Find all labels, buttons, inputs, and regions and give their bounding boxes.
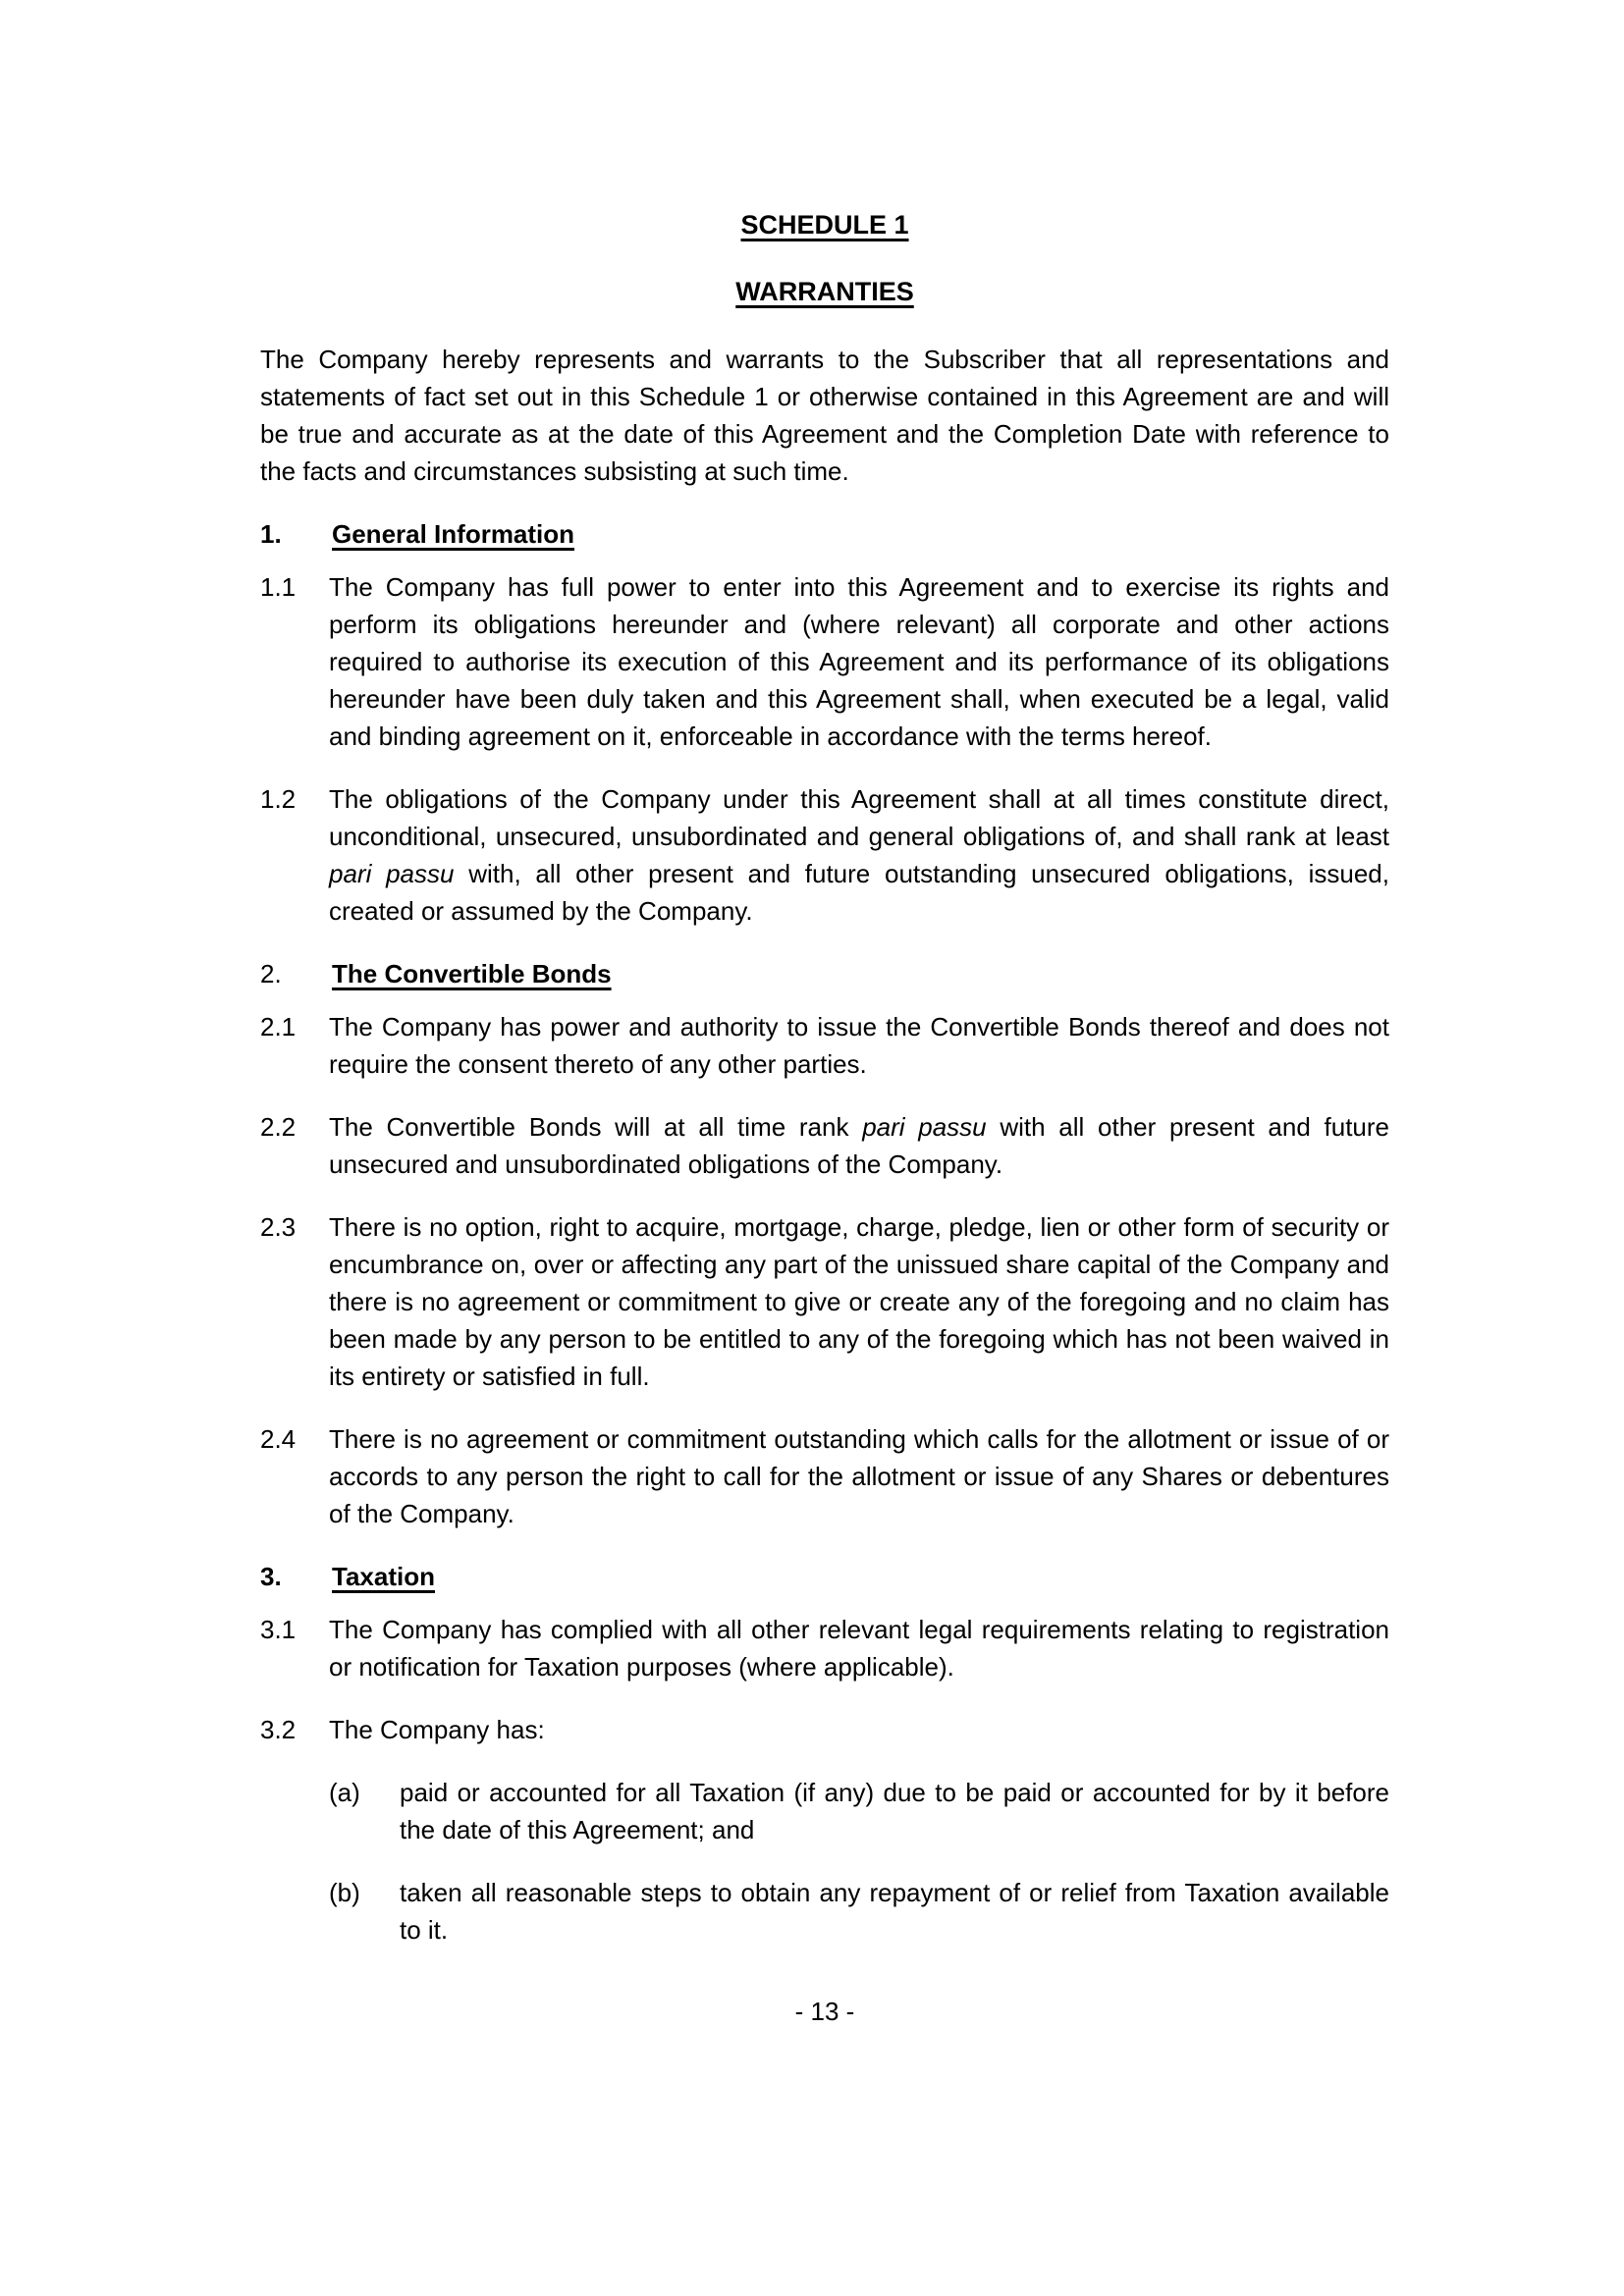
section-title: Taxation — [332, 1562, 435, 1591]
warranties-heading: WARRANTIES — [735, 277, 914, 306]
section-number: 2. — [260, 959, 282, 988]
clause-text — [329, 1208, 1389, 1395]
text-run: with all other present and future unsecured and unsubordinated obligations of the Company. — [329, 1112, 1389, 1179]
text-run: The Company has complied with all other relevant legal requirements relating to registration or notification for Taxation purposes (where applicable). — [329, 1615, 1389, 1682]
sections-container — [260, 515, 1389, 1949]
clause — [260, 1108, 1389, 1183]
clause-number: 3.2 — [260, 1715, 297, 1744]
section — [260, 515, 1389, 930]
text-run: The Company has full power to enter into this Agreement and to exercise its rights and perform its obligations hereunder and (where relevant) all corporate and other actions required to authorise its execution of this Agreement and its performance of its obligations hereunder have been duly taken and this Agreement shall, when executed be a legal, valid and binding agreement on it, enforceable in accordance with the terms hereof. — [329, 572, 1389, 751]
clause-number: 3.1 — [260, 1615, 297, 1644]
text-run: paid or accounted for all Taxation (if any) due to be paid or accounted for by it before the date of this Agreement; and — [400, 1778, 1389, 1844]
text-run: The obligations of the Company under this Agreement shall at all times constitute direct, unconditional, unsecured, unsubordinated and general obligations of, and shall rank at least — [329, 784, 1389, 851]
text-run: The Convertible Bonds will at all time rank — [329, 1112, 863, 1142]
text-run: taken all reasonable steps to obtain any repayment of or relief from Taxation available to it. — [400, 1878, 1389, 1945]
clause-number: 1.1 — [260, 572, 297, 602]
section — [260, 1558, 1389, 1949]
section-clauses — [260, 568, 1389, 930]
subclause-text — [400, 1774, 1389, 1848]
section — [260, 955, 1389, 1532]
clause-body — [329, 1008, 1389, 1083]
clause-body — [329, 1711, 1389, 1949]
section-clauses — [260, 1611, 1389, 1949]
clause-number: 2.4 — [260, 1424, 297, 1454]
intro-paragraph: The Company hereby represents and warrants to the Subscriber that all representations and statements of fact set out in this Schedule 1 or otherwise contained in this Agreement are and will be true and accurate as at the date of this Agreement and the Completion Date with reference to the facts and circumstances subsisting at such time. — [260, 345, 1389, 486]
section-heading — [260, 1558, 1389, 1595]
clause — [260, 780, 1389, 930]
clause — [260, 1611, 1389, 1685]
clause-number: 2.2 — [260, 1112, 297, 1142]
clause — [260, 1208, 1389, 1395]
clause-body — [329, 1108, 1389, 1183]
clause-text — [329, 780, 1389, 930]
clause-number: 2.1 — [260, 1012, 297, 1041]
text-run: The Company has power and authority to issue the Convertible Bonds thereof and does not require the consent thereto of any other parties. — [329, 1012, 1389, 1079]
clause-number: 1.2 — [260, 784, 297, 814]
section-clauses — [260, 1008, 1389, 1532]
clause-text — [329, 1611, 1389, 1685]
italic-text-run: pari passu — [329, 859, 455, 888]
clause-text — [329, 1420, 1389, 1532]
clause-text — [329, 1008, 1389, 1083]
section-title: The Convertible Bonds — [332, 959, 612, 988]
text-run: with, all other present and future outstanding unsecured obligations, issued, created or assumed by the Company. — [329, 859, 1389, 926]
subclause-marker: (b) — [329, 1878, 360, 1907]
subclause-marker: (a) — [329, 1778, 360, 1807]
clause — [260, 1008, 1389, 1083]
subclause — [329, 1874, 1389, 1949]
clause — [260, 1420, 1389, 1532]
schedule-heading: SCHEDULE 1 — [740, 210, 909, 240]
clause-body — [329, 568, 1389, 755]
clause-body — [329, 780, 1389, 930]
section-number: 3. — [260, 1562, 282, 1591]
subclause — [329, 1774, 1389, 1848]
section-number: 1. — [260, 519, 282, 549]
clause-text — [329, 568, 1389, 755]
text-run: There is no agreement or commitment outstanding which calls for the allotment or issue of or accords to any person the right to call for the allotment or issue of any Shares or debentures of the Company. — [329, 1424, 1389, 1528]
clause-body — [329, 1611, 1389, 1685]
clause-number: 2.3 — [260, 1212, 297, 1242]
clause-text — [329, 1108, 1389, 1183]
subclause-text — [400, 1874, 1389, 1949]
clause — [260, 568, 1389, 755]
section-heading — [260, 955, 1389, 992]
page-number: - 13 - — [794, 1997, 855, 2026]
italic-text-run: pari passu — [862, 1112, 987, 1142]
clause-text — [329, 1711, 1389, 1748]
section-title: General Information — [332, 519, 575, 549]
clause — [260, 1711, 1389, 1949]
subclauses — [329, 1774, 1389, 1949]
text-run: The Company has: — [329, 1715, 545, 1744]
clause-body — [329, 1420, 1389, 1532]
clause-body — [329, 1208, 1389, 1395]
section-heading — [260, 515, 1389, 553]
text-run: There is no option, right to acquire, mortgage, charge, pledge, lien or other form of security or encumbrance on, over or affecting any part of the unissued share capital of the Company and there is no agreement or commitment to give or create any of the foregoing and no claim has been made by any person to be entitled to any of the foregoing which has not been waived in its entirety or satisfied in full. — [329, 1212, 1389, 1391]
